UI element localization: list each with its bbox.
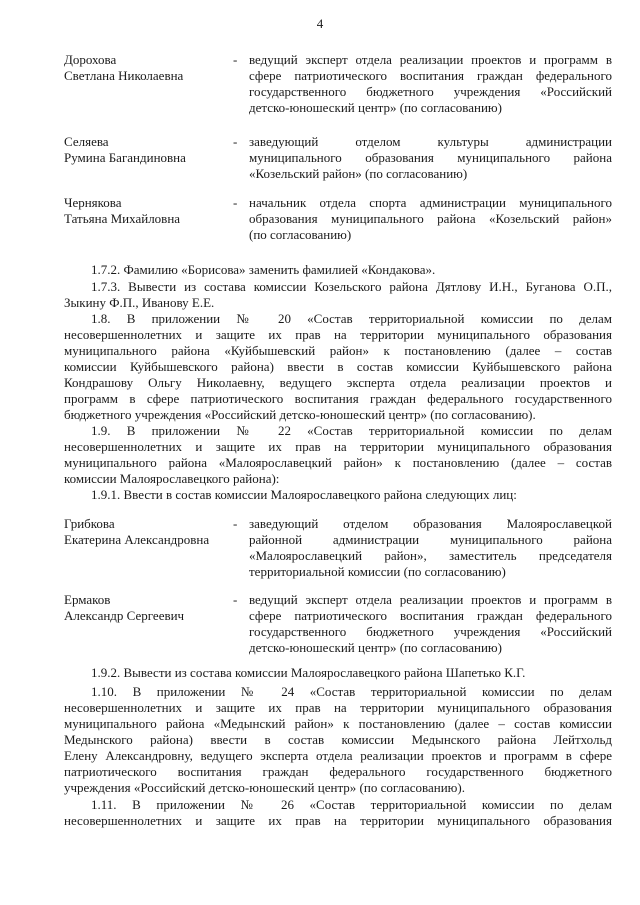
paragraph-1-9-2: 1.9.2. Вывести из состава комиссии Малоярославецкого района Шапетько К.Г.: [91, 665, 526, 680]
entry-dash: -: [233, 195, 238, 210]
paragraph-1-11: 1.11. В приложении № 26 «Состав территориальной комиссии по делам несовершеннолетних и защите их прав на территории муниципального образования: [64, 797, 612, 828]
paragraph-1-9-1: 1.9.1. Ввести в состав комиссии Малоярославецкого района следующих лиц:: [91, 487, 517, 502]
page-number: 4: [316, 16, 324, 31]
member-name: Дорохова Светлана Николаевна: [64, 52, 184, 83]
paragraph-1-9: 1.9. В приложении № 22 «Состав территориальной комиссии по делам несовершеннолетних и защите их прав на территории муниципального образования муниципального района «Малоярославецкий район» к постановлению (далее – состав комиссии Малоярославецкого района):: [64, 423, 612, 486]
member-description: заведующий отделом образования Малоярославецкой районной администрации муниципального района «Малоярославецкий район», заместитель председателя территориальной комиссии (по согласованию): [249, 516, 612, 579]
member-description: начальник отдела спорта администрации муниципального образования муниципального района «Козельский район» (по согласованию): [249, 195, 612, 242]
entry-dash: -: [233, 52, 238, 67]
entry-dash: -: [233, 134, 238, 149]
member-name: Чернякова Татьяна Михайловна: [64, 195, 181, 226]
paragraph-1-10: 1.10. В приложении № 24 «Состав территориальной комиссии по делам несовершеннолетних и защите их прав на территории муниципального образования муниципального района «Медынский район» к постановлению (далее – состав комиссии Медынского района) ввести в состав комиссии Медынского района Лейтхольд Елену Александровну, ведущего эксперта отдела реализации проектов и программ в сфере патриотического воспитания граждан федерального государственного бюджетного учреждения «Российский детско-юношеский центр» (по согласованию).: [64, 684, 612, 795]
member-name: Ермаков Александр Сергеевич: [64, 592, 185, 623]
entry-dash: -: [233, 516, 238, 531]
member-name: Грибкова Екатерина Александровна: [64, 516, 210, 547]
member-description: ведущий эксперт отдела реализации проектов и программ в сфере патриотического воспитания граждан федерального государственного бюджетного учреждения «Российский детско-юношеский центр» (по согласованию): [249, 592, 612, 655]
paragraph-1-7-3: 1.7.3. Вывести из состава комиссии Козельского района Дятлову И.Н., Буганова О.П., Зыкину Ф.П., Иванову Е.Е.: [64, 279, 612, 310]
member-description: ведущий эксперт отдела реализации проектов и программ в сфере патриотического воспитания граждан федерального государственного бюджетного учреждения «Российский детско-юношеский центр» (по согласованию): [249, 52, 612, 115]
member-description: заведующий отделом культуры администрации муниципального образования муниципального района «Козельский район» (по согласованию): [249, 134, 612, 181]
member-name: Селяева Румина Багандиновна: [64, 134, 186, 165]
paragraph-1-7-2: 1.7.2. Фамилию «Борисова» заменить фамилией «Кондакова».: [91, 262, 436, 277]
entry-dash: -: [233, 592, 238, 607]
paragraph-1-8: 1.8. В приложении № 20 «Состав территориальной комиссии по делам несовершеннолетних и защите их прав на территории муниципального образования муниципального района «Куйбышевский район» к постановлению (далее – состав комиссии Куйбышевского района) ввести в состав комиссии Куйбышевского района Кондрашову Ольгу Николаевну, ведущего эксперта отдела реализации проектов и программ в сфере патриотического воспитания граждан федерального государственного бюджетного учреждения «Российский детско-юношеский центр» (по согласованию).: [64, 311, 612, 422]
